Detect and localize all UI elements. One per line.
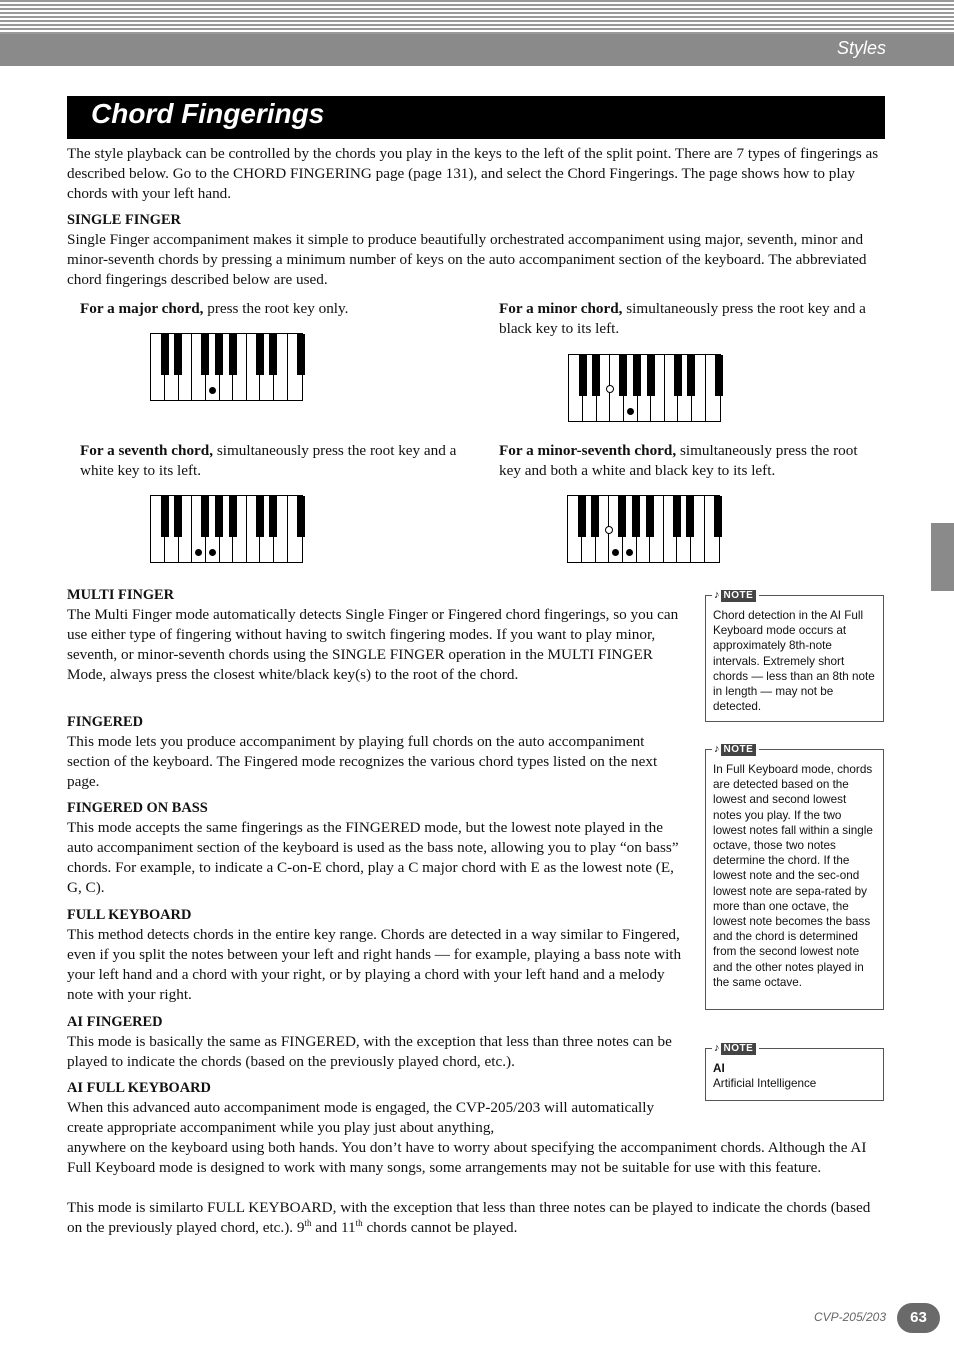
note-term: AI (713, 1062, 725, 1075)
minor-chord-keyboard (568, 354, 721, 422)
minor-chord-label: For a minor chord, (499, 300, 623, 317)
note-box-full-keyboard (705, 742, 884, 1010)
seventh-chord-text: simultaneously press the root key and a white key to its left. (80, 442, 457, 479)
black-key (647, 355, 655, 396)
note-tag: ♪ NOTE (712, 743, 759, 756)
ai-full-keyboard-heading: AI FULL KEYBOARD (67, 1080, 211, 1096)
music-note-icon: ♪ (714, 742, 720, 755)
white-key-divider (246, 334, 247, 400)
chapter-tab (931, 523, 954, 591)
white-key-divider (705, 355, 706, 421)
note-text: In Full Keyboard mode, chords are detected based on the lowest and second lowest notes you play. If the two lowest notes fall within a single octave, those two notes determine the chord. If the lowest note and the sec-ond lowest note are sepa-rated by more than one octave, the lowest note becomes the bass and the chord is determined from the second lowest note and the other notes played in the same octave. (713, 763, 873, 989)
seventh-chord-label: For a seventh chord, (80, 442, 214, 459)
white-key-divider (287, 496, 288, 562)
seventh-chord-keyboard (150, 495, 303, 563)
black-key (201, 334, 209, 375)
black-key (201, 496, 209, 537)
multi-finger-heading: MULTI FINGER (67, 587, 175, 603)
header-bar (0, 34, 954, 66)
seventh-chord-instruction (80, 441, 460, 481)
fingered-body: This mode lets you produce accompaniment by playing full chords on the auto accompaniment section of the keyboard. The Fingered mode recognizes the various chord types listed on the next page. (67, 733, 658, 790)
fingered-on-bass-body: This mode accepts the same fingerings as the FINGERED mode, but the lowest note played in the auto accompaniment section of the keyboard is used as the bass note, allowing you to play “on bass” chords. For example, to indicate a C-on-E chord, play a C major chord with E as the lowest note (E, G, C). (67, 819, 679, 896)
minor-seventh-chord-label: For a minor-seventh chord, (499, 442, 677, 459)
black-key (229, 496, 237, 537)
black-key (578, 496, 586, 537)
minor-chord-instruction (499, 299, 879, 339)
white-key-divider (191, 334, 192, 400)
black-key (592, 355, 600, 396)
pressed-key-dot (627, 408, 634, 415)
black-key (229, 334, 237, 375)
black-key (715, 355, 723, 396)
single-finger-heading: SINGLE FINGER (67, 212, 181, 228)
black-key (269, 496, 277, 537)
black-key (579, 355, 587, 396)
music-note-icon: ♪ (714, 588, 720, 601)
page-number: 63 (897, 1303, 940, 1333)
black-key (714, 496, 722, 537)
pressed-black-key-dot (605, 526, 613, 534)
note-text: Chord detection in the AI Full Keyboard mode occurs at approximately 8th-note intervals. Extremely short chords — less than an 8th note in length — may not be detected. (713, 609, 875, 714)
black-key (632, 496, 640, 537)
white-key-divider (287, 334, 288, 400)
minor-seventh-chord-instruction (499, 441, 879, 481)
black-key (633, 355, 641, 396)
title-bar (67, 96, 885, 139)
black-key (256, 496, 264, 537)
black-key (646, 496, 654, 537)
note-tag: ♪ NOTE (712, 589, 759, 602)
black-key (673, 496, 681, 537)
black-key (174, 496, 182, 537)
ai-full-keyboard-body-1: When this advanced auto accompaniment mode is engaged, the CVP-205/203 will automatically create appropriate accompaniment while you play just about anything, (67, 1099, 655, 1136)
minor-chord-text: simultaneously press the root key and a black key to its left. (499, 300, 866, 337)
full-keyboard-body: This method detects chords in the entire key range. Chords are detected in a way similar to Fingered, even if you split the notes between your left and right hands — for example, playing a bass note with your left hand and a chord with your right, or by playing a chord with your left hand and a melody note with your right. (67, 926, 682, 1003)
major-chord-label: For a major chord, (80, 300, 204, 317)
fingered-heading: FINGERED (67, 714, 143, 730)
black-key (215, 334, 223, 375)
intro-paragraph: The style playback can be controlled by the chords you play in the keys to the left of the split point. There are 7 types of fingerings as described below. Go to the CHORD FINGERING page (page 131), and select the Chord Fingerings. The page shows how to play chords with your left hand. (67, 145, 879, 202)
pressed-key-dot (612, 549, 619, 556)
white-key-divider (664, 355, 665, 421)
full-keyboard-heading: FULL KEYBOARD (67, 907, 192, 923)
ai-full-keyboard-body-2: anywhere on the keyboard using both hands. You don’t have to worry about specifying the accompaniment chords. Although the AI Full Keyboard mode is designed to work with many songs, some arrangements may not be suitable for use with this feature. (67, 1139, 867, 1176)
white-key-divider (246, 496, 247, 562)
minor-seventh-chord-text: simultaneously press the root key and both a white and black key to its left. (499, 442, 858, 479)
black-key (618, 496, 626, 537)
white-key-divider (663, 496, 664, 562)
pressed-key-dot (209, 549, 216, 556)
note-box-chord-detection (705, 588, 884, 722)
black-key (619, 355, 627, 396)
white-key-divider (191, 496, 192, 562)
major-chord-instruction (80, 299, 460, 319)
pressed-black-key-dot (606, 385, 614, 393)
black-key (297, 334, 305, 375)
fingered-on-bass-heading: FINGERED ON BASS (67, 800, 208, 816)
black-key (269, 334, 277, 375)
multi-finger-body: The Multi Finger mode automatically detects Single Finger or Fingered chord fingerings, so you can use either type of fingering without having to switch fingering modes. If you want to play minor, seventh, or minor-seventh chords using the SINGLE FINGER operation in the MULTI FINGER Mode, always press the closest white/black key(s) to the root of the chord. (67, 606, 679, 683)
note-definition: Artificial Intelligence (713, 1077, 817, 1091)
ai-full-keyboard-body-3: This mode is similarto FULL KEYBOARD, with the exception that less than three notes can be played to indicate the chords (based on the previously played chord, etc.). 9th and 11th chords cannot be played. (67, 1199, 871, 1236)
page-header (0, 0, 954, 66)
black-key (161, 334, 169, 375)
note-box-ai (705, 1041, 884, 1101)
major-chord-keyboard (150, 333, 303, 401)
black-key (215, 496, 223, 537)
minor-seventh-chord-keyboard (567, 495, 720, 563)
black-key (686, 496, 694, 537)
footer-model: CVP-205/203 (813, 1310, 886, 1324)
pressed-key-dot (195, 549, 202, 556)
black-key (674, 355, 682, 396)
black-key (297, 496, 305, 537)
section-title: Styles (836, 38, 886, 58)
note-tag: ♪ NOTE (712, 1042, 759, 1055)
ai-fingered-body: This mode is basically the same as FINGERED, with the exception that less than three notes can be played to indicate the chords (based on the previously played chord, etc.). (67, 1033, 672, 1070)
black-key (161, 496, 169, 537)
single-finger-body: Single Finger accompaniment makes it simple to produce beautifully orchestrated accompaniment using major, seventh, minor and minor-seventh chords by pressing a minimum number of keys on the auto accompaniment section of the keyboard. The abbreviated chord fingerings described below are used. (67, 231, 867, 288)
pressed-key-dot (209, 387, 216, 394)
music-note-icon: ♪ (714, 1041, 720, 1054)
black-key (591, 496, 599, 537)
pressed-key-dot (626, 549, 633, 556)
black-key (687, 355, 695, 396)
black-key (174, 334, 182, 375)
ai-fingered-heading: AI FINGERED (67, 1014, 163, 1030)
white-key-divider (704, 496, 705, 562)
major-chord-text: press the root key only. (203, 300, 349, 317)
page-title: Chord Fingerings (91, 98, 325, 129)
black-key (256, 334, 264, 375)
